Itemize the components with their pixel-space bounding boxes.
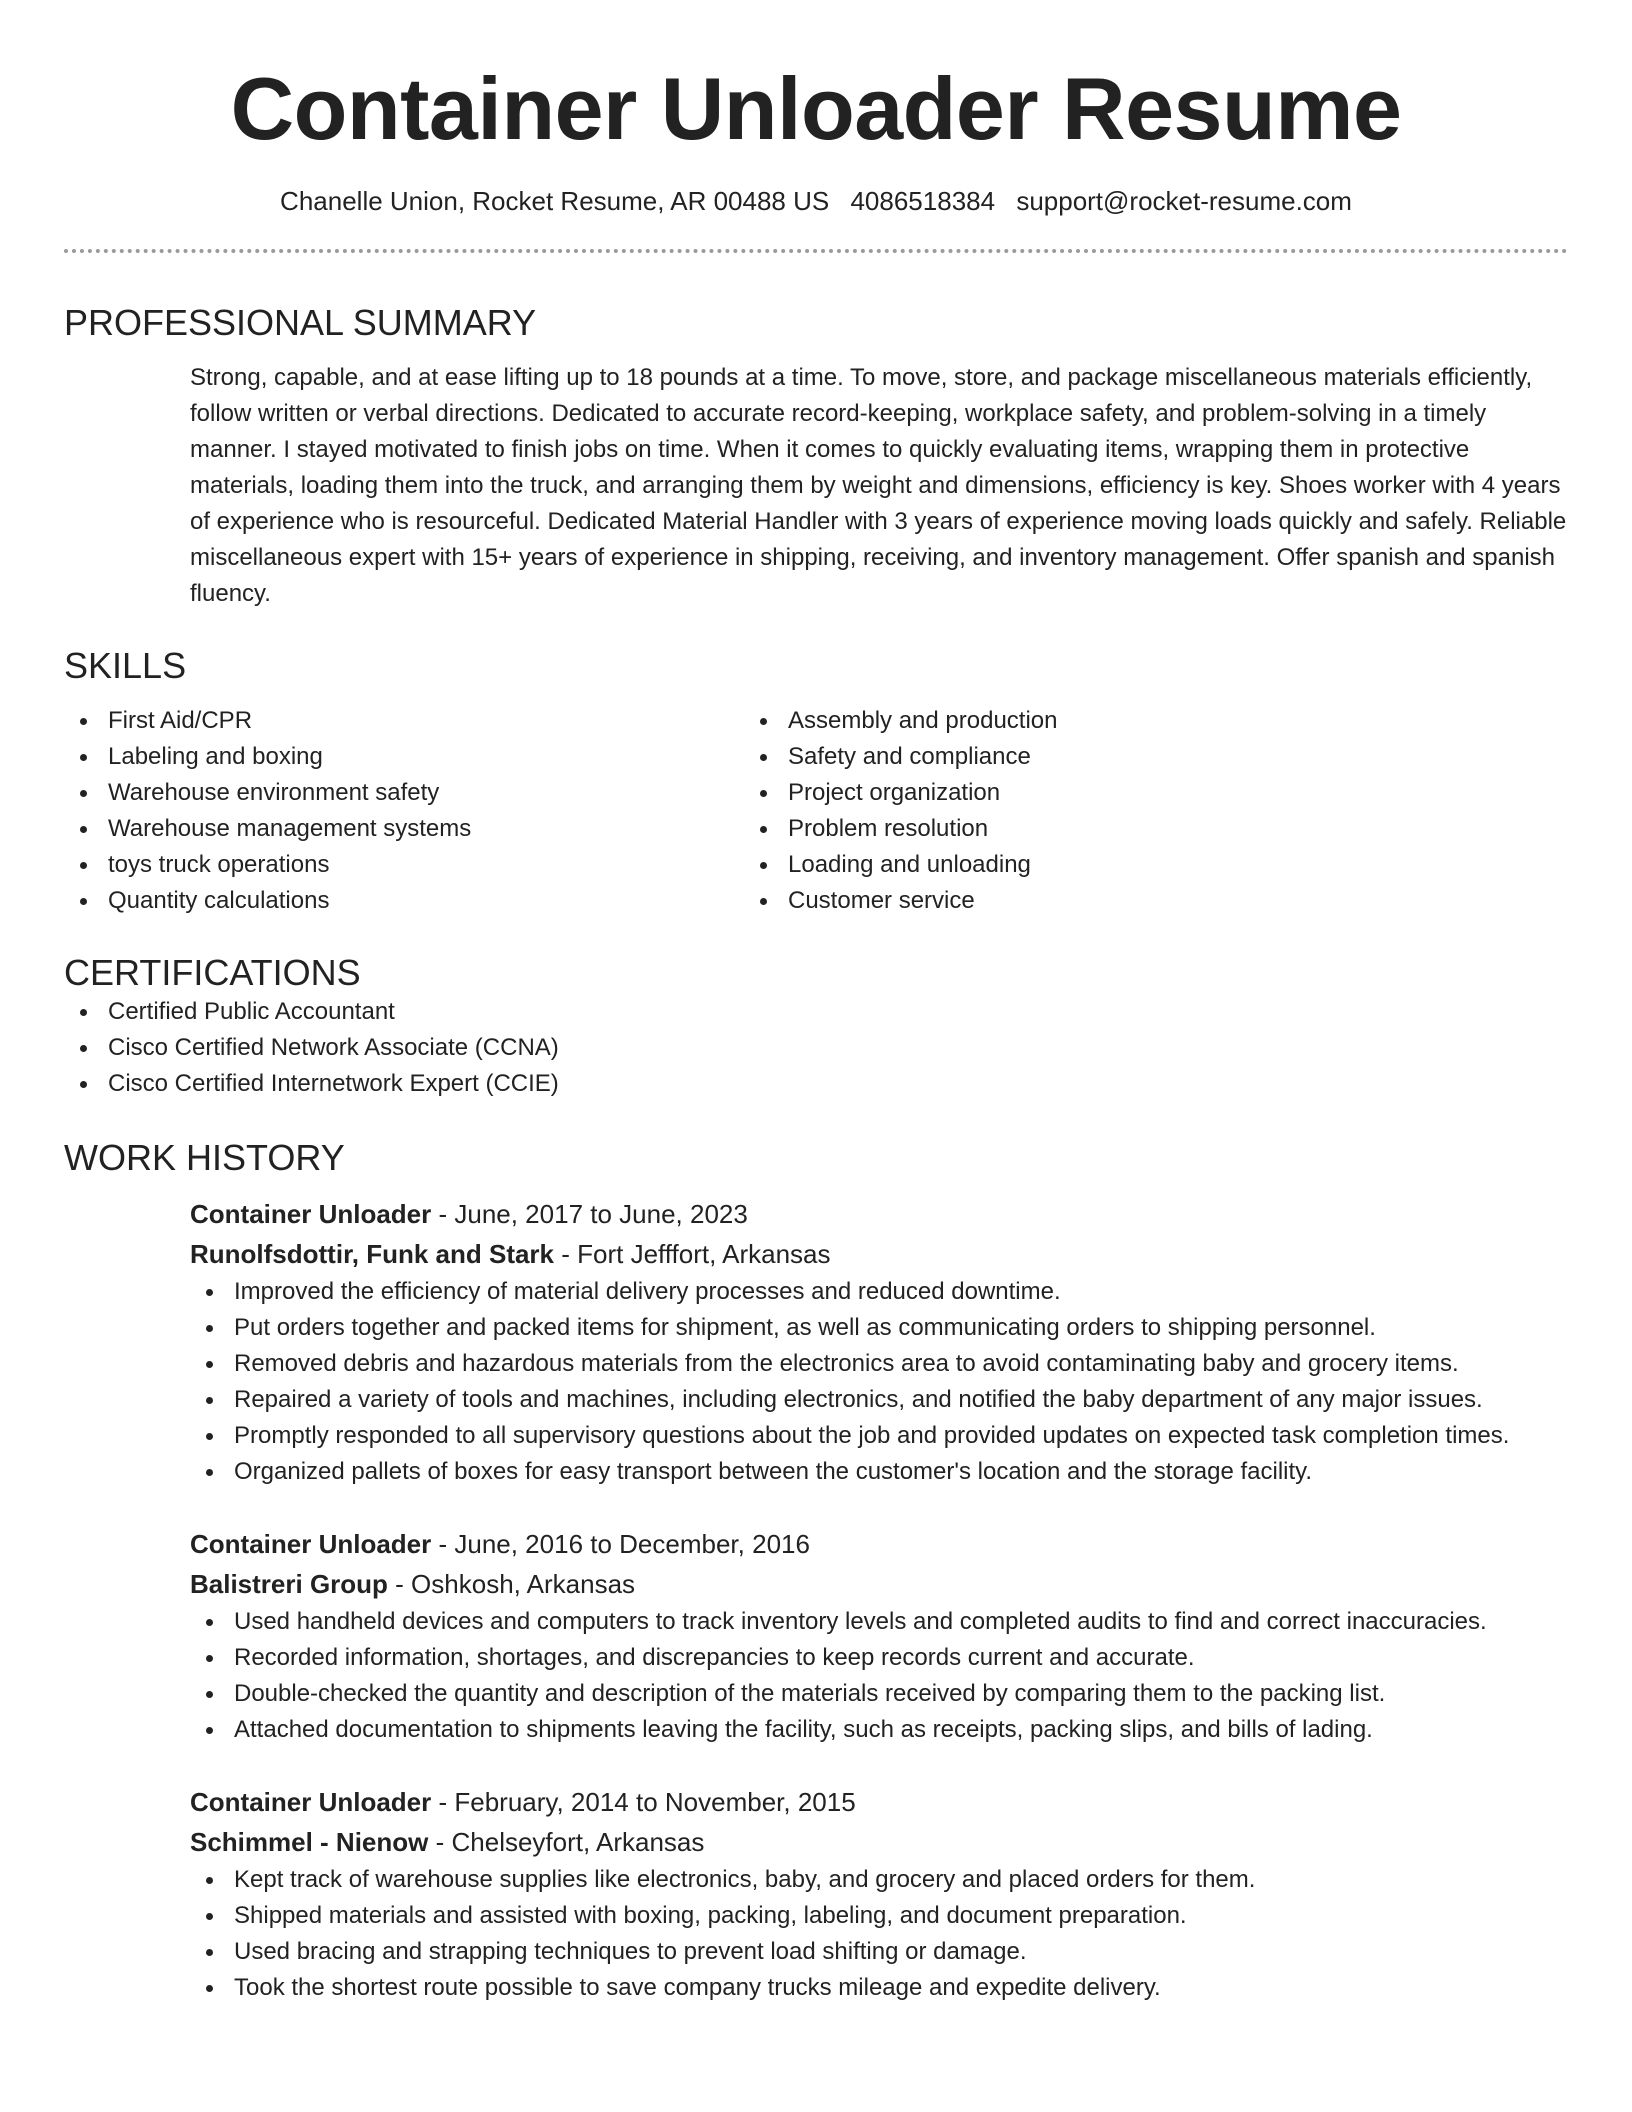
job-company: Schimmel - Nienow <box>190 1826 429 1857</box>
job-company-line: Schimmel - Nienow - Chelseyfort, Arkansas <box>190 1826 705 1857</box>
certification-item: Cisco Certified Internetwork Expert (CCIE) <box>64 1066 1568 1102</box>
job-bullet: Improved the efficiency of material delivery processes and reduced downtime. <box>190 1274 1568 1310</box>
job-bullets <box>190 1274 1568 1490</box>
job-company: Balistreri Group <box>190 1568 388 1599</box>
skill-item: Assembly and production <box>744 703 1344 739</box>
contact-email: support@rocket-resume.com <box>1016 185 1352 216</box>
job-bullets <box>190 1604 1568 1748</box>
job-bullet: Put orders together and packed items for shipment, as well as communicating orders to shipping personnel. <box>190 1310 1568 1346</box>
job-title-line: Container Unloader - February, 2014 to November, 2015 <box>190 1786 856 1817</box>
summary-text: Strong, capable, and at ease lifting up to 18 pounds at a time. To move, store, and package miscellaneous materials efficiently, follow written or verbal directions. Dedicated to accurate record-keeping, workplace safety, and problem-solving in a timely manner. I stayed motivated to finish jobs on time. When it comes to quickly evaluating items, wrapping them in protective materials, loading them into the truck, and arranging them by weight and dimensions, efficiency is key. Shoes worker with 4 years of experience who is resourceful. Dedicated Material Handler with 3 years of experience moving loads quickly and safely. Reliable miscellaneous expert with 15+ years of experience in shipping, receiving, and inventory management. Offer spanish and spanish fluency. <box>190 363 1567 607</box>
skill-item: Warehouse management systems <box>64 811 744 847</box>
skills-list-right <box>744 703 1344 919</box>
summary-section <box>64 301 1568 612</box>
job-entry <box>190 1194 1568 1490</box>
job-bullet: Repaired a variety of tools and machines, including electronics, and notified the baby department of any major issues. <box>190 1382 1568 1418</box>
contact-phone: 4086518384 <box>850 185 996 216</box>
job-company-line: Runolfsdottir, Funk and Stark - Fort Jefffort, Arkansas <box>190 1238 831 1269</box>
certifications-section <box>64 951 1568 1102</box>
resume-title: Container Unloader Resume <box>230 59 1402 158</box>
certification-item: Cisco Certified Network Associate (CCNA) <box>64 1030 1568 1066</box>
skill-item: Problem resolution <box>744 811 1344 847</box>
job-dates: June, 2016 to December, 2016 <box>454 1528 810 1559</box>
work-history-heading: WORK HISTORY <box>64 1137 345 1179</box>
job-entry <box>190 1524 1568 1748</box>
contact-line <box>64 186 1568 217</box>
job-company: Runolfsdottir, Funk and Stark <box>190 1238 555 1269</box>
skill-item: First Aid/CPR <box>64 703 744 739</box>
certifications-heading: CERTIFICATIONS <box>64 952 361 994</box>
skill-item: Quantity calculations <box>64 883 744 919</box>
skills-section <box>64 644 1568 919</box>
job-bullet: Used bracing and strapping techniques to prevent load shifting or damage. <box>190 1934 1568 1970</box>
job-location: Oshkosh, Arkansas <box>411 1568 636 1599</box>
job-dates: February, 2014 to November, 2015 <box>454 1786 856 1817</box>
skill-item: Customer service <box>744 883 1344 919</box>
job-title-line: Container Unloader - June, 2017 to June, 2023 <box>190 1198 748 1229</box>
job-entry <box>190 1782 1568 2006</box>
skills-heading: SKILLS <box>64 644 187 686</box>
skill-item: Loading and unloading <box>744 847 1344 883</box>
job-title: Container Unloader <box>190 1786 432 1817</box>
certifications-list <box>64 994 1568 1102</box>
job-location: Fort Jefffort, Arkansas <box>577 1238 831 1269</box>
skill-item: Warehouse environment safety <box>64 775 744 811</box>
job-bullet: Recorded information, shortages, and discrepancies to keep records current and accurate. <box>190 1640 1568 1676</box>
job-bullet: Organized pallets of boxes for easy transport between the customer's location and the storage facility. <box>190 1454 1568 1490</box>
contact-address: Chanelle Union, Rocket Resume, AR 00488 US <box>280 185 830 216</box>
work-history-section <box>64 1136 1568 2005</box>
job-location: Chelseyfort, Arkansas <box>451 1826 705 1857</box>
summary-heading: PROFESSIONAL SUMMARY <box>64 301 537 343</box>
skill-item: Labeling and boxing <box>64 739 744 775</box>
skills-list-left <box>64 703 744 919</box>
job-bullet: Shipped materials and assisted with boxing, packing, labeling, and document preparation. <box>190 1898 1568 1934</box>
job-bullet: Double-checked the quantity and description of the materials received by comparing them to the packing list. <box>190 1676 1568 1712</box>
job-bullet: Attached documentation to shipments leaving the facility, such as receipts, packing slips, and bills of lading. <box>190 1712 1568 1748</box>
job-bullet: Removed debris and hazardous materials from the electronics area to avoid contaminating baby and grocery items. <box>190 1346 1568 1382</box>
skill-item: toys truck operations <box>64 847 744 883</box>
job-title: Container Unloader <box>190 1528 432 1559</box>
header-divider <box>64 249 1568 253</box>
skill-item: Project organization <box>744 775 1344 811</box>
job-dates: June, 2017 to June, 2023 <box>454 1198 748 1229</box>
job-title-line: Container Unloader - June, 2016 to December, 2016 <box>190 1528 810 1559</box>
job-company-line: Balistreri Group - Oshkosh, Arkansas <box>190 1568 636 1599</box>
job-title: Container Unloader <box>190 1198 432 1229</box>
job-bullet: Kept track of warehouse supplies like electronics, baby, and grocery and placed orders for them. <box>190 1862 1568 1898</box>
skills-columns <box>64 703 1568 919</box>
skill-item: Safety and compliance <box>744 739 1344 775</box>
job-bullet: Used handheld devices and computers to track inventory levels and completed audits to find and correct inaccuracies. <box>190 1604 1568 1640</box>
job-bullet: Took the shortest route possible to save company trucks mileage and expedite delivery. <box>190 1970 1568 2006</box>
job-bullet: Promptly responded to all supervisory questions about the job and provided updates on expected task completion times. <box>190 1418 1568 1454</box>
job-bullets <box>190 1862 1568 2006</box>
certification-item: Certified Public Accountant <box>64 994 1568 1030</box>
